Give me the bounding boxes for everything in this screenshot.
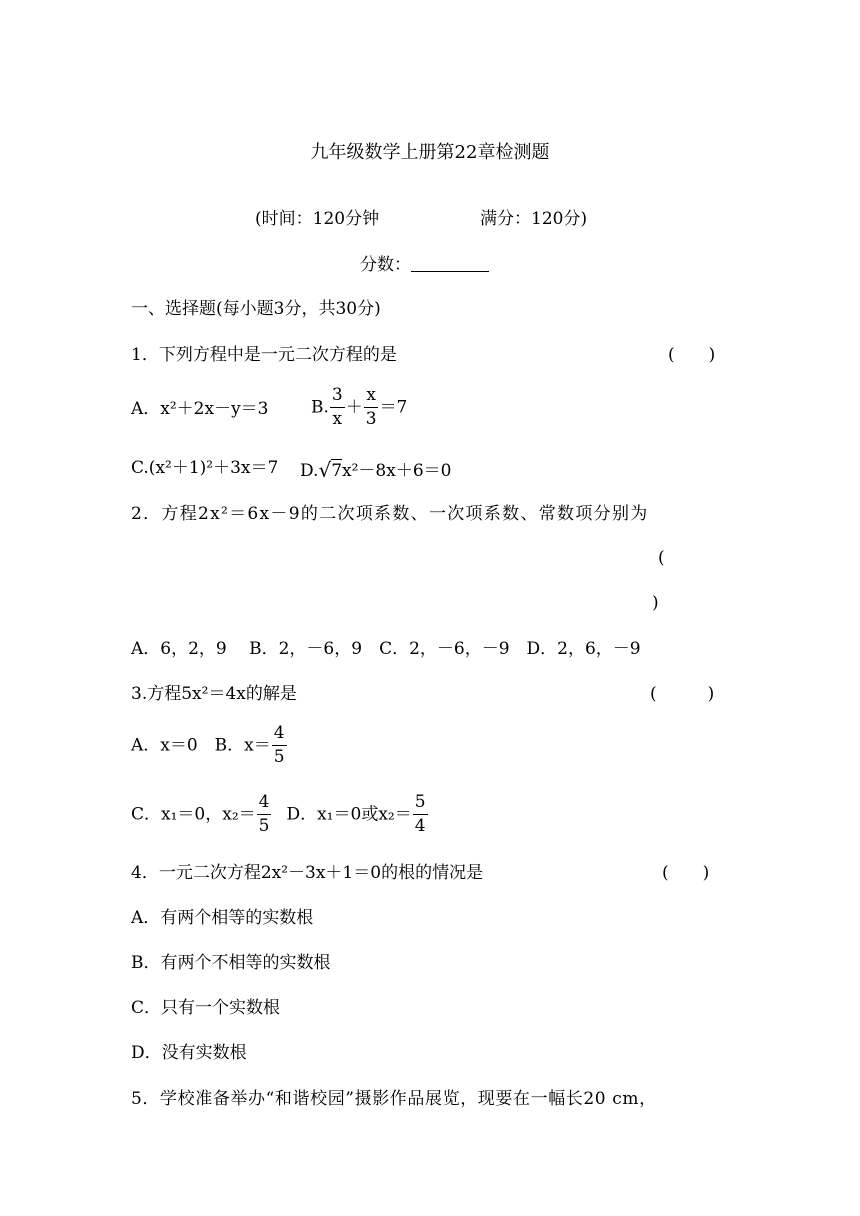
fraction (272, 725, 287, 767)
question-4-option-b: B．有两个不相等的实数根 (131, 953, 331, 973)
question-3-answer-paren: ( ) (650, 684, 715, 704)
option-b-suffix: ＝7 (379, 397, 408, 418)
question-4-option-a: A．有两个相等的实数根 (131, 908, 314, 928)
radical-sign-icon: √ (318, 458, 332, 482)
fraction (330, 387, 345, 429)
question-2-options: A．6，2，9 B．2，－6，9 C．2，－6，－9 D．2，6，－9 (131, 639, 641, 659)
option-d-rest: x²－8x＋6＝0 (342, 461, 452, 481)
fraction (257, 794, 272, 836)
fraction-denominator: 3 (365, 408, 377, 429)
fraction-numerator: 4 (272, 725, 287, 746)
option-c-text: C．x₁＝0，x₂＝ (131, 804, 256, 825)
fraction-denominator: 5 (273, 746, 285, 767)
question-1-option-d (300, 460, 451, 480)
question-1-option-b (311, 387, 407, 429)
fraction-numerator: 5 (413, 794, 428, 815)
question-2-stem: 2．方程2x²＝6x－9的二次项系数、一次项系数、常数项分别为 (131, 504, 649, 524)
option-ab-text: A．x＝0 B．x＝ (131, 735, 271, 756)
question-5-stem: 5．学校准备举办“和谐校园”摄影作品展览，现要在一幅长20 cm， (131, 1089, 657, 1109)
fraction-numerator: 3 (330, 387, 345, 408)
score-line (360, 257, 489, 274)
fraction (364, 387, 379, 429)
fraction-numerator: 4 (257, 794, 272, 815)
exam-time: (时间：120分钟 (255, 209, 380, 229)
fraction (413, 794, 428, 836)
page-title: 九年级数学上册第22章检测题 (310, 142, 550, 163)
question-1-stem: 1．下列方程中是一元二次方程的是 (131, 345, 397, 365)
question-1-answer-paren: ( ) (668, 345, 716, 365)
section-heading: 一、选择题(每小题3分，共30分) (131, 299, 381, 319)
plus-sign: ＋ (345, 397, 363, 418)
square-root (318, 460, 342, 480)
radicand: 7 (331, 461, 343, 481)
question-2-paren-open: ( (658, 548, 665, 568)
fraction-denominator: 5 (258, 815, 270, 836)
fraction-denominator: 4 (414, 815, 426, 836)
question-4-option-d: D．没有实数根 (131, 1043, 247, 1063)
option-d-prefix: D. (300, 461, 319, 481)
question-4-option-c: C．只有一个实数根 (131, 998, 281, 1018)
question-2-paren-close: ) (652, 593, 659, 613)
option-d-text: D．x₁＝0或x₂＝ (286, 804, 412, 825)
question-4-stem: 4．一元二次方程2x²－3x＋1＝0的根的情况是 (131, 863, 484, 883)
question-4-answer-paren: ( ) (662, 863, 710, 883)
question-3-stem: 3.方程5x²＝4x的解是 (131, 684, 297, 704)
exam-full-score: 满分：120分) (480, 209, 588, 229)
option-b-prefix: B. (311, 397, 329, 418)
score-label: 分数： (360, 255, 411, 275)
question-3-option-ab (131, 725, 288, 767)
fraction-numerator: x (364, 387, 378, 408)
fraction-denominator: x (332, 408, 343, 429)
question-3-option-cd (131, 794, 429, 836)
question-1-option-c: C.(x²＋1)²＋3x＝7 (131, 458, 279, 478)
question-1-option-a: A．x²＋2x－y＝3 (131, 399, 269, 419)
score-blank (411, 257, 489, 272)
